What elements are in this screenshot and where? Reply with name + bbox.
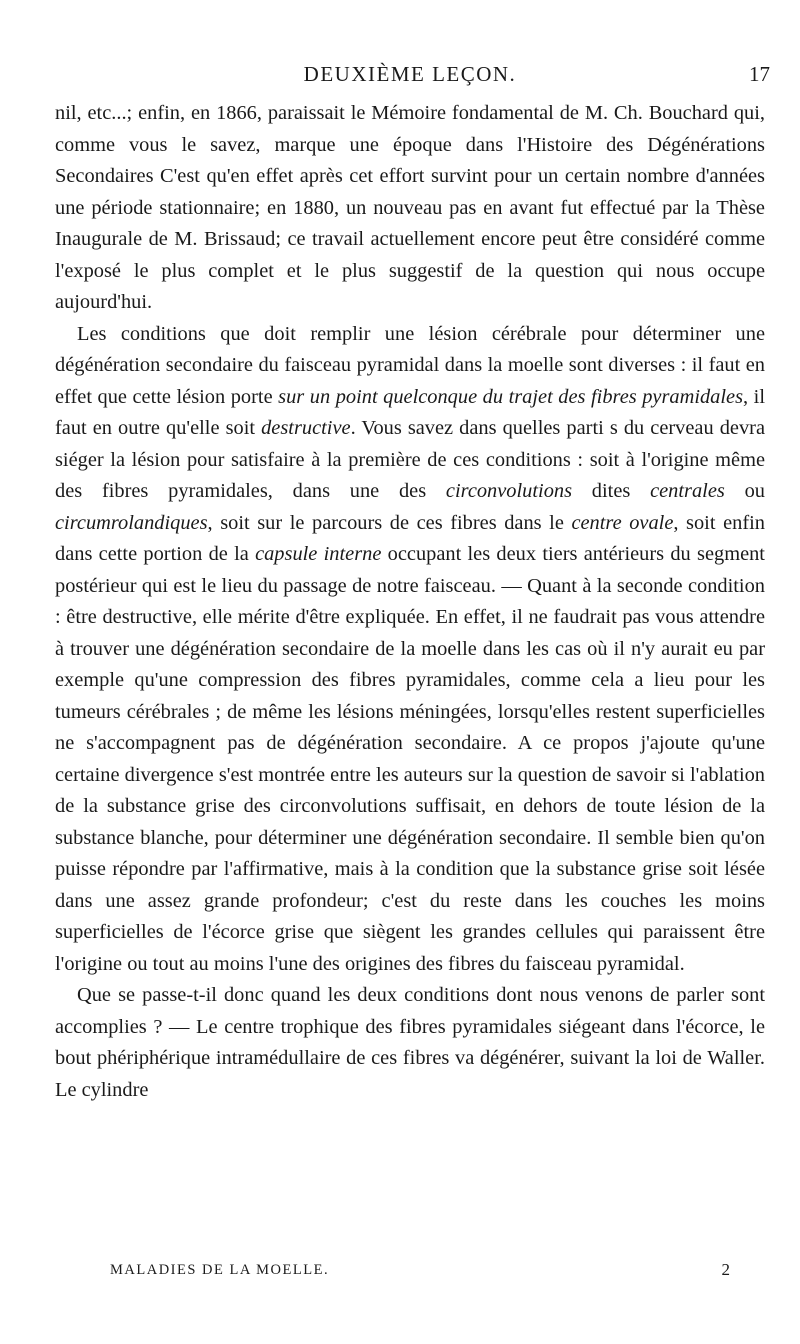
text-run: , soit enfin dans cette portion de la bbox=[55, 511, 765, 565]
italic-run: capsule interne bbox=[255, 543, 382, 565]
text-run: , il faut en outre qu'elle soit bbox=[55, 385, 766, 439]
text-run: dites bbox=[572, 480, 651, 502]
italic-run: sur un point quelconque du trajet des fibres pyramidales bbox=[278, 385, 744, 408]
paragraph-1 bbox=[55, 98, 765, 319]
page-number: 17 bbox=[749, 62, 770, 86]
signature-number: 2 bbox=[721, 1260, 730, 1279]
italic-run: circumrolandiques bbox=[55, 511, 208, 534]
text-run: Que se passe-t-il donc quand les deux conditions dont nous venons de parler sont accomplies ? — Le centre trophique des fibres pyramidales siégeant dans l'écorce, le bout phériphérique intramédullaire de ces fibres va dégénérer, suivant la loi de Waller. Le cylindre bbox=[55, 984, 765, 1101]
text-run: nil, etc...; enfin, en 1866, paraissait le Mémoire fondamental de M. Ch. Bouchard qui, comme vous le savez, marque une époque dans l'Histoire des Dégénérations Secondaires C'est qu'en effet après cet effort survint pour un certain nombre d'années une période stationnaire; en 1880, un nouveau pas en avant fut effectué par la Thèse Inaugurale de M. Brissaud; ce travail actuellement encore peut être considéré comme l'exposé le plus complet et le plus suggestif de la question qui nous occupe aujourd'hui. bbox=[55, 102, 765, 313]
signature-mark: MALADIES DE LA MOELLE. bbox=[110, 1262, 330, 1278]
italic-run: circonvolutions bbox=[445, 480, 573, 502]
italic-run: centre ovale bbox=[571, 511, 674, 534]
body-text bbox=[55, 98, 765, 1106]
italic-run: centrales bbox=[650, 480, 725, 502]
text-run: . Vous savez dans quelles parti s du cerveau devra siéger la lésion pour satisfaire à la première de ces conditions : soit à l'origine même des fibres pyramidales, dans une des bbox=[55, 417, 765, 502]
text-run: Les conditions que doit remplir une lésion cérébrale pour déterminer une dégénération secondaire du faisceau pyramidal dans la moelle sont diverses : il faut en effet que cette lésion porte bbox=[55, 322, 765, 408]
paragraph-2 bbox=[55, 319, 765, 981]
running-head bbox=[50, 60, 770, 90]
italic-run: destructive bbox=[261, 417, 351, 439]
text-run: ou bbox=[724, 480, 765, 502]
text-run: occupant les deux tiers antérieurs du segment postérieur qui est le lieu du passage de notre faisceau. — Quant à la seconde condition : être destructive, elle mérite d'être expliquée. En effet, il ne faudrait pas vous attendre à trouver une dégénération secondaire de la moelle dans les cas où il n'y aurait eu par exemple qu'une compression des fibres pyramidales, comme cela a lieu pour les tumeurs cérébrales ; de même les lésions méningées, lorsqu'elles restent superficielles ne s'accompagnent pas de dégénération secondaire. A ce propos j'ajoute qu'une certaine divergence s'est montrée entre les auteurs sur la question de savoir si l'ablation de la substance grise des circonvolutions suffisait, en dehors de toute lésion de la substance blanche, pour déterminer une dégénération secondaire. Il semble bien qu'on puisse répondre par l'affirmative, mais à la condition que la substance grise soit lésée dans une assez grande profondeur; c'est du reste dans les couches les moins superficielles de l'écorce grise que siègent les grandes cellules qui paraissent être l'origine ou tout au moins l'une des origines des fibres du faisceau pyramidal. bbox=[55, 543, 765, 975]
running-title: DEUXIÈME LEÇON. bbox=[303, 62, 517, 86]
text-run: , soit sur le parcours de ces fibres dans le bbox=[207, 511, 572, 534]
page-footer bbox=[110, 1262, 730, 1286]
paragraph-3 bbox=[55, 980, 765, 1106]
